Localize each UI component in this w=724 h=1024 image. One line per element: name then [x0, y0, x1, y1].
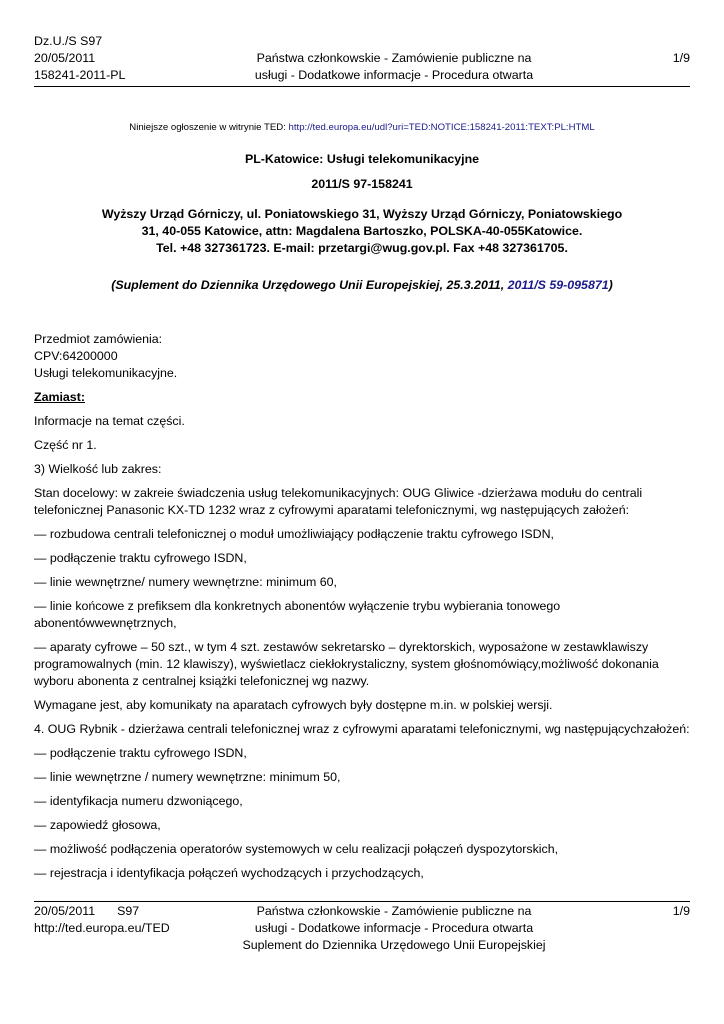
header-date: 20/05/2011 — [34, 51, 96, 65]
footer-title-line: usługi - Dodatkowe informacje - Procedura otwarta — [254, 921, 534, 935]
notice-title: PL-Katowice: Usługi telekomunikacyjne — [244, 152, 480, 166]
header-doc-id: 158241-2011-PL — [34, 68, 126, 82]
footer-page-number: 1/9 — [672, 904, 690, 918]
subject-block — [34, 331, 690, 382]
subject-label: Przedmiot zamówienia: — [34, 332, 163, 346]
header-reference — [34, 33, 194, 84]
footer-site: http://ted.europa.eu/TED — [34, 921, 170, 935]
notice-number: 2011/S 97-158241 — [311, 177, 413, 191]
body-paragraph: 3) Wielkość lub zakres: — [34, 462, 162, 476]
footer-title — [214, 903, 574, 954]
body-paragraph: — linie wewnętrzne/ numery wewnętrzne: minimum 60, — [34, 575, 337, 589]
supplement-reference — [34, 277, 690, 294]
body-paragraph: — rozbudowa centrali telefonicznej o moduł umożliwiający podłączenie traktu cyfrowego ISDN, — [34, 527, 554, 541]
body-paragraph: Część nr 1. — [34, 438, 97, 452]
body-paragraph: Informacje na temat części. — [34, 414, 185, 428]
header-journal: Dz.U./S S97 — [34, 34, 103, 48]
contracting-authority — [70, 206, 654, 257]
page-footer — [34, 903, 690, 955]
body-paragraph: — podłączenie traktu cyfrowego ISDN, — [34, 746, 247, 760]
body-paragraph: — możliwość podłączenia operatorów systemowych w celu realizacji połączeń dyspozytorskich, — [34, 842, 559, 856]
subject-cpv: CPV:64200000 — [34, 349, 118, 363]
ted-notice-text: Niniejsze ogłoszenie w witrynie TED: — [129, 122, 289, 133]
body-paragraph: — linie końcowe z prefiksem dla konkretnych abonentów wyłączenie trybu wybierania tonowego abonentówwewnętrznych, — [34, 599, 561, 630]
header-title-line: usługi - Dodatkowe informacje - Procedura otwarta — [254, 68, 534, 82]
footer-date: 20/05/2011 — [34, 904, 96, 918]
header-title-line: Państwa członkowskie - Zamówienie publiczne na — [256, 51, 532, 65]
body-paragraph: — aparaty cyfrowe – 50 szt., w tym 4 szt. zestawów sekretarsko – dyrektorskich, wyposażone w zestawklawiszy programowalnych (min. 12 klawiszy), wyświetlacz ciekłokrystaliczny, system głośnomówiący,możliwość dokonania wyboru abonenta z centralnej książki telefonicznej wg nazwy. — [34, 640, 659, 688]
body-paragraph: — zapowiedź głosowa, — [34, 818, 161, 832]
body-paragraph: — podłączenie traktu cyfrowego ISDN, — [34, 551, 247, 565]
body-paragraph: Stan docelowy: w zakreie świadczenia usług telekomunikacyjnych: OUG Gliwice -dzierżawa modułu do centrali telefonicznej Panasonic KX-TD 1232 wraz z cyfrowymi aparatami telefonicznymi, wg następujących założeń: — [34, 486, 643, 517]
footer-title-line: Państwa członkowskie - Zamówienie publiczne na — [256, 904, 532, 918]
supplement-suffix: ) — [608, 278, 613, 292]
authority-line: Wyższy Urząd Górniczy, ul. Poniatowskiego 31, Wyższy Urząd Górniczy, Poniatowskiego — [101, 207, 623, 221]
footer-series: S97 — [117, 904, 140, 918]
footer-reference — [34, 903, 214, 937]
header-divider — [34, 86, 690, 87]
supplement-text: (Suplement do Dziennika Urzędowego Unii Europejskiej, 25.3.2011, — [111, 278, 508, 292]
ted-notice — [34, 121, 690, 134]
authority-line: Tel. +48 327361723. E-mail: przetargi@wug.gov.pl. Fax +48 327361705. — [156, 241, 568, 255]
notice-body — [34, 331, 690, 889]
body-paragraph: — linie wewnętrzne / numery wewnętrzne: minimum 50, — [34, 770, 341, 784]
header-title — [234, 50, 554, 84]
body-paragraph: — rejestracja i identyfikacja połączeń wychodzących i przychodzących, — [34, 866, 424, 880]
footer-divider — [34, 901, 690, 902]
body-paragraph: Wymagane jest, aby komunikaty na aparatach cyfrowych były dostępne m.in. w polskiej wersji. — [34, 698, 553, 712]
authority-line: 31, 40-055 Katowice, attn: Magdalena Bartoszko, POLSKA-40-055Katowice. — [141, 224, 583, 238]
page-header — [34, 33, 690, 85]
subject-description: Usługi telekomunikacyjne. — [34, 366, 178, 380]
body-paragraph: — identyfikacja numeru dzwoniącego, — [34, 794, 243, 808]
ted-notice-link[interactable]: http://ted.europa.eu/udl?uri=TED:NOTICE:158241-2011:TEXT:PL:HTML — [288, 122, 595, 133]
supplement-ref-link[interactable]: 2011/S 59-095871 — [507, 278, 609, 292]
footer-title-line: Suplement do Dziennika Urzędowego Unii Europejskiej — [242, 938, 546, 952]
body-paragraph: 4. OUG Rybnik - dzierżawa centrali telefonicznej wraz z cyfrowymi aparatami telefonicznymi, wg następującychzałożeń: — [34, 722, 690, 736]
instead-heading: Zamiast: — [34, 390, 85, 404]
header-page-number: 1/9 — [672, 51, 690, 65]
